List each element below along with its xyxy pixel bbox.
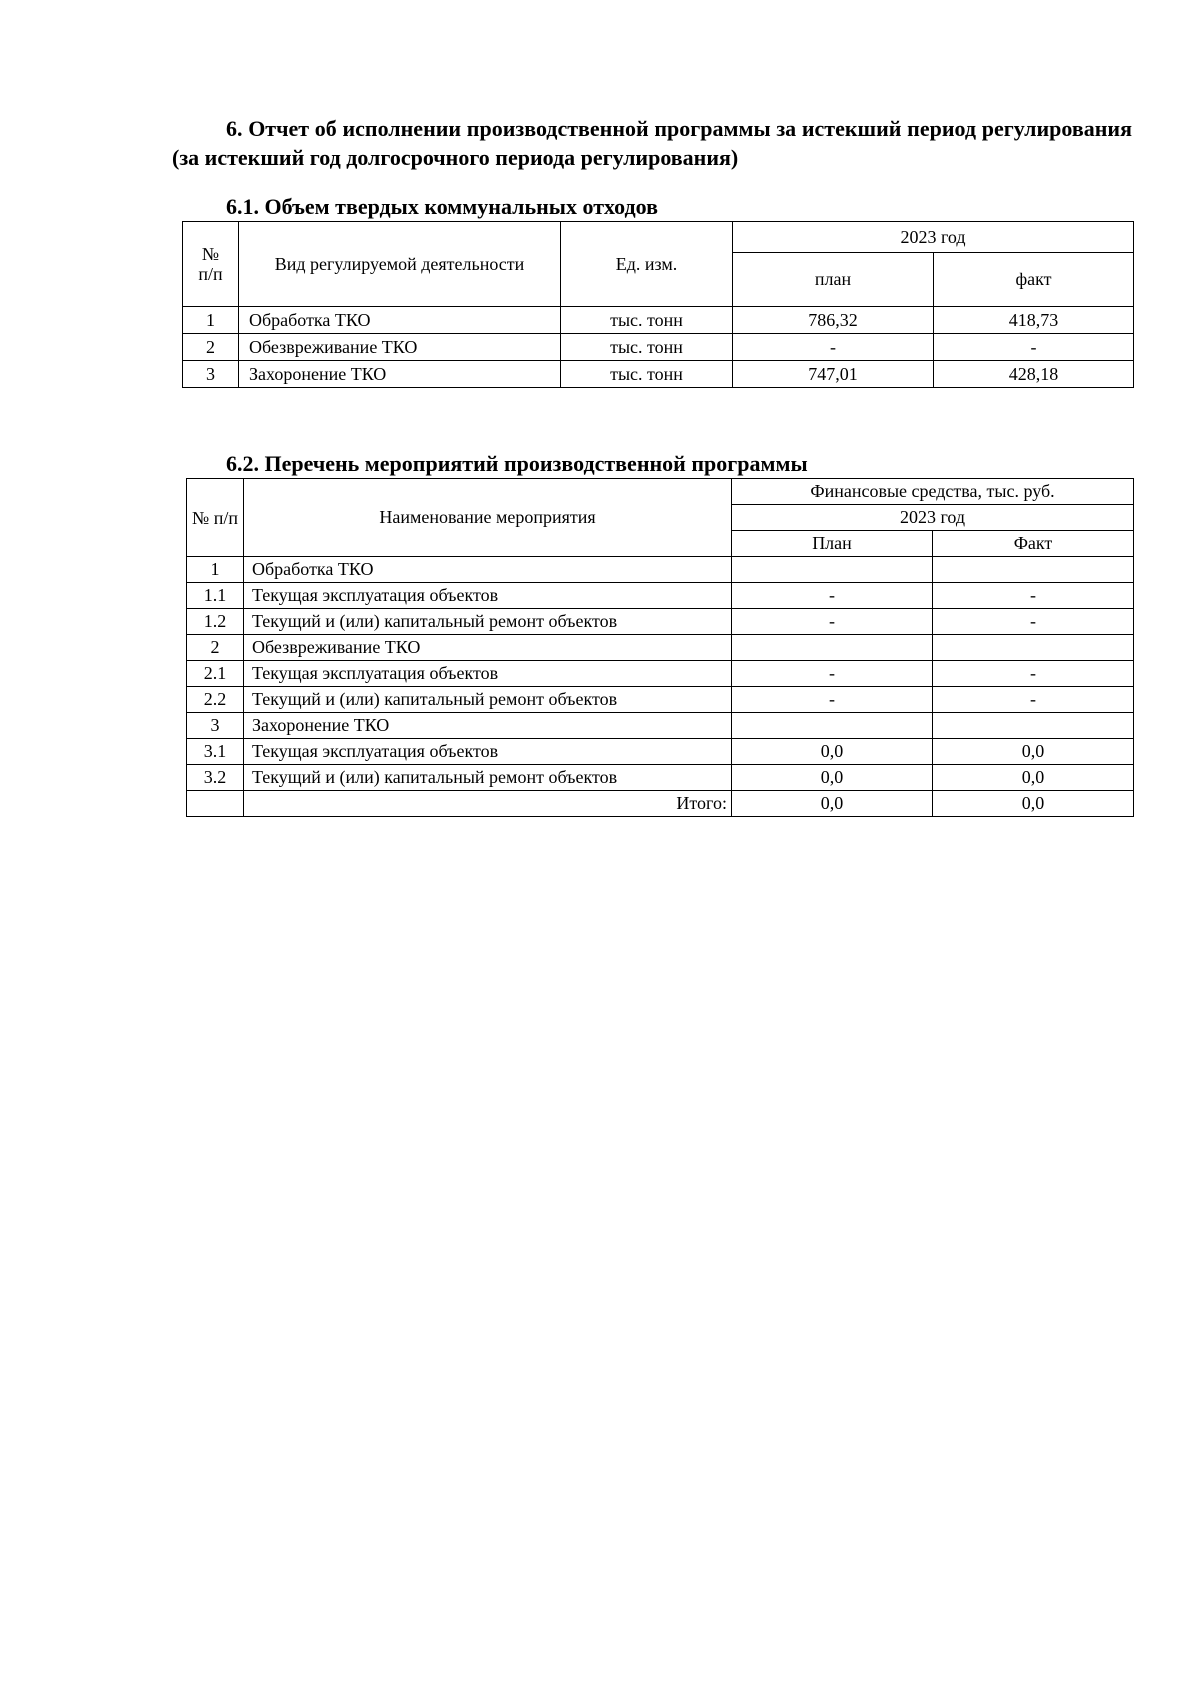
row-fact bbox=[933, 557, 1134, 583]
total-fact: 0,0 bbox=[933, 791, 1134, 817]
report-heading: 6. Отчет об исполнении производственной программы за истекший период регулирования (за истекший год долгосрочного периода регулирования) bbox=[172, 116, 1132, 170]
row-plan: 747,01 bbox=[733, 361, 934, 388]
table-total-row bbox=[187, 791, 1134, 817]
header-activity: Вид регулируемой деятельности bbox=[239, 222, 561, 307]
row-plan: - bbox=[732, 609, 933, 635]
row-num: 3 bbox=[187, 713, 244, 739]
row-name: Текущий и (или) капитальный ремонт объектов bbox=[244, 765, 732, 791]
table-row bbox=[187, 557, 1134, 583]
row-plan bbox=[732, 635, 933, 661]
row-name: Захоронение ТКО bbox=[244, 713, 732, 739]
header-fact: Факт bbox=[933, 531, 1134, 557]
row-plan: - bbox=[733, 334, 934, 361]
row-name: Текущая эксплуатация объектов bbox=[244, 661, 732, 687]
header-num: № п/п bbox=[187, 479, 244, 557]
row-num: 2 bbox=[187, 635, 244, 661]
table-row bbox=[183, 307, 1134, 334]
header-num: № п/п bbox=[183, 222, 239, 307]
row-num: 1.1 bbox=[187, 583, 244, 609]
header-plan: план bbox=[733, 253, 934, 307]
header-year: 2023 год bbox=[733, 222, 1134, 253]
row-plan: - bbox=[732, 661, 933, 687]
row-name: Обработка ТКО bbox=[244, 557, 732, 583]
row-name: Текущий и (или) капитальный ремонт объектов bbox=[244, 687, 732, 713]
table-row bbox=[183, 361, 1134, 388]
table-row bbox=[187, 739, 1134, 765]
row-num: 1.2 bbox=[187, 609, 244, 635]
table-row bbox=[187, 609, 1134, 635]
total-label: Итого: bbox=[244, 791, 732, 817]
header-fact: факт bbox=[934, 253, 1134, 307]
table-row bbox=[187, 635, 1134, 661]
row-fact: - bbox=[933, 661, 1134, 687]
row-fact: - bbox=[933, 583, 1134, 609]
row-num: 3.2 bbox=[187, 765, 244, 791]
row-fact bbox=[933, 713, 1134, 739]
row-num: 3 bbox=[183, 361, 239, 388]
row-fact: - bbox=[933, 609, 1134, 635]
row-plan bbox=[732, 713, 933, 739]
header-name: Наименование мероприятия bbox=[244, 479, 732, 557]
total-plan: 0,0 bbox=[732, 791, 933, 817]
header-unit: Ед. изм. bbox=[561, 222, 733, 307]
section-1-title: 6.1. Объем твердых коммунальных отходов bbox=[226, 194, 658, 219]
row-num: 1 bbox=[183, 307, 239, 334]
table-row bbox=[187, 687, 1134, 713]
row-fact: 0,0 bbox=[933, 765, 1134, 791]
row-activity: Обработка ТКО bbox=[239, 307, 561, 334]
row-unit: тыс. тонн bbox=[561, 307, 733, 334]
measures-table bbox=[186, 478, 1134, 817]
total-num-cell bbox=[187, 791, 244, 817]
row-unit: тыс. тонн bbox=[561, 361, 733, 388]
row-num: 2 bbox=[183, 334, 239, 361]
row-unit: тыс. тонн bbox=[561, 334, 733, 361]
table-row bbox=[187, 765, 1134, 791]
row-activity: Обезвреживание ТКО bbox=[239, 334, 561, 361]
row-fact: - bbox=[934, 334, 1134, 361]
row-fact: 418,73 bbox=[934, 307, 1134, 334]
row-name: Текущий и (или) капитальный ремонт объектов bbox=[244, 609, 732, 635]
row-num: 2.1 bbox=[187, 661, 244, 687]
row-plan: 786,32 bbox=[733, 307, 934, 334]
row-fact: 428,18 bbox=[934, 361, 1134, 388]
row-plan: - bbox=[732, 583, 933, 609]
row-plan: 0,0 bbox=[732, 739, 933, 765]
table-row bbox=[187, 713, 1134, 739]
table-row bbox=[183, 334, 1134, 361]
row-num: 2.2 bbox=[187, 687, 244, 713]
table-header-row bbox=[183, 222, 1134, 253]
row-fact: 0,0 bbox=[933, 739, 1134, 765]
row-fact bbox=[933, 635, 1134, 661]
header-plan: План bbox=[732, 531, 933, 557]
row-plan: 0,0 bbox=[732, 765, 933, 791]
row-name: Обезвреживание ТКО bbox=[244, 635, 732, 661]
row-num: 3.1 bbox=[187, 739, 244, 765]
row-plan: - bbox=[732, 687, 933, 713]
header-year: 2023 год bbox=[732, 505, 1134, 531]
row-plan bbox=[732, 557, 933, 583]
row-num: 1 bbox=[187, 557, 244, 583]
table-header-row bbox=[187, 479, 1134, 505]
row-name: Текущая эксплуатация объектов bbox=[244, 583, 732, 609]
header-finance: Финансовые средства, тыс. руб. bbox=[732, 479, 1134, 505]
waste-volume-table bbox=[182, 221, 1134, 388]
section-2-title: 6.2. Перечень мероприятий производственной программы bbox=[226, 451, 808, 476]
table-row bbox=[187, 583, 1134, 609]
row-fact: - bbox=[933, 687, 1134, 713]
row-name: Текущая эксплуатация объектов bbox=[244, 739, 732, 765]
table-row bbox=[187, 661, 1134, 687]
row-activity: Захоронение ТКО bbox=[239, 361, 561, 388]
